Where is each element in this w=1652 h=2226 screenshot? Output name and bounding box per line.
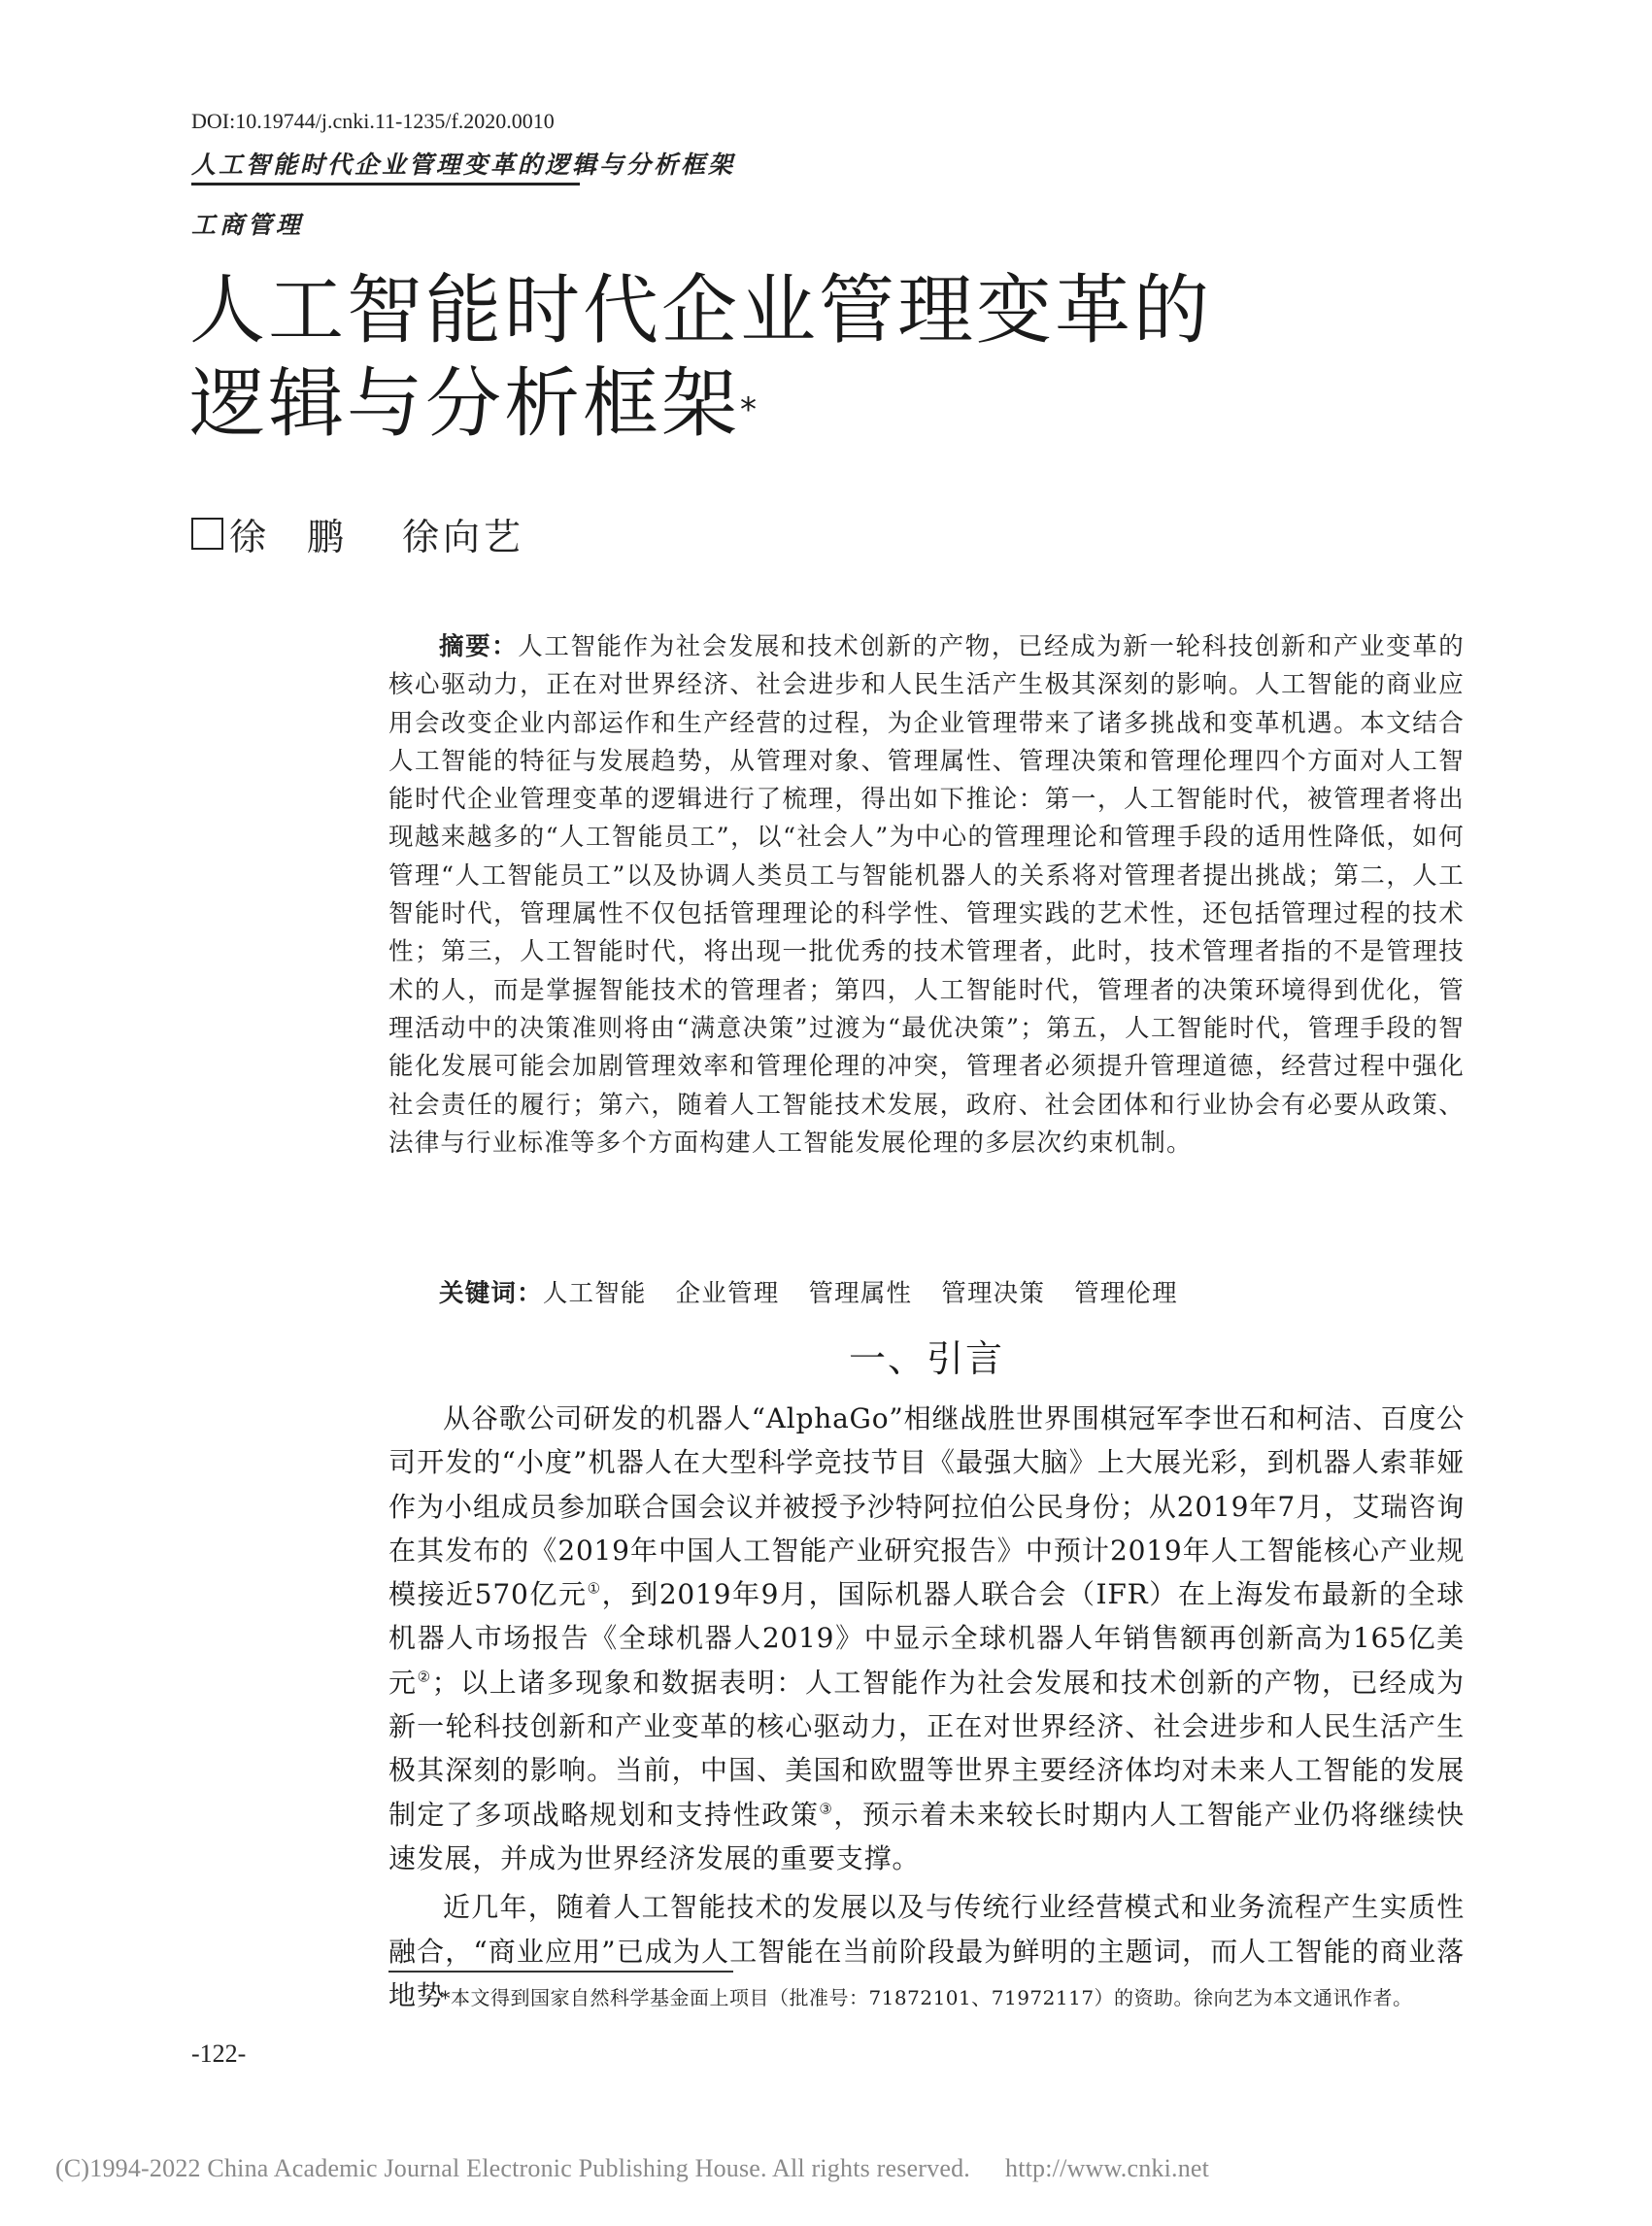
doi: DOI:10.19744/j.cnki.11-1235/f.2020.0010 — [191, 109, 555, 133]
author-2: 徐向艺 — [402, 516, 525, 558]
keyword-item: 管理属性 — [808, 1279, 913, 1308]
running-title: 人工智能时代企业管理变革的逻辑与分析框架 — [191, 151, 736, 179]
paragraph-1-part-b: ，到2019年9月，国际机器人联合会（IFR）在上海发布最新的全球机器人市场报告《全球机器人2019》中显示全球机器人年销售额再创新高为165亿美元 — [388, 1578, 1466, 1699]
keyword-item: 管理决策 — [941, 1279, 1046, 1308]
paragraph-1-part-d: ，预示着未来较长时期内人工智能产业仍将继续快速发展，并成为世界经济发展的重要支撑。 — [388, 1798, 1465, 1874]
keyword-item: 人工智能 — [542, 1279, 647, 1308]
paragraph-1-part-c: ；以上诸多现象和数据表明：人工智能作为社会发展和技术创新的产物，已经成为新一轮科技创新和产业变革的核心驱动力，正在对世界经济、社会进步和人民生活产生极其深刻的影响。当前，中国、美国和欧盟等世界主要经济体均对未来人工智能的发展制定了多项战略规划和支持性政策 — [388, 1666, 1465, 1831]
keyword-item: 企业管理 — [675, 1279, 780, 1308]
body-text — [388, 1397, 1465, 2022]
abstract-text: 人工智能作为社会发展和技术创新的产物，已经成为新一轮科技创新和产业变革的核心驱动力，正在对世界经济、社会进步和人民生活产生极其深刻的影响。人工智能的商业应用会改变企业内部运作和生产经营的过程，为企业管理带来了诸多挑战和变革机遇。本文结合人工智能的特征与发展趋势，从管理对象、管理属性、管理决策和管理伦理四个方面对人工智能时代企业管理变革的逻辑进行了梳理，得出如下推论：第一，人工智能时代，被管理者将出现越来越多的“人工智能员工”，以“社会人”为中心的管理理论和管理手段的适用性降低，如何管理“人工智能员工”以及协调人类员工与智能机器人的关系将对管理者提出挑战；第二，人工智能时代，管理属性不仅包括管理理论的科学性、管理实践的艺术性，还包括管理过程的技术性；第三，人工智能时代，将出现一批优秀的技术管理者，此时，技术管理者指的不是管理技术的人，而是掌握智能技术的管理者；第四，人工智能时代，管理者的决策环境得到优化，管理活动中的决策准则将由“满意决策”过渡为“最优决策”；第五，人工智能时代，管理手段的智能化发展可能会加剧管理效率和管理伦理的冲突，管理者必须提升管理道德，经营过程中强化社会责任的履行；第六，随着人工智能技术发展，政府、社会团体和行业协会有必要从政策、法律与行业标准等多个方面构建人工智能发展伦理的多层次约束机制。 — [388, 632, 1465, 1158]
paragraph-2: 近几年，随着人工智能技术的发展以及与传统行业经营模式和业务流程产生实质性融合，“商业应用”已成为人工智能在当前阶段最为鲜明的主题词，而人工智能的商业落地势 — [388, 1891, 1465, 2011]
title-footnote-marker: * — [740, 390, 760, 429]
footnote-ref-3: ③ — [819, 1800, 834, 1818]
copyright-notice — [55, 2154, 1209, 2183]
keywords-label: 关键词： — [439, 1279, 543, 1308]
author-1: 徐鹏 — [229, 516, 386, 558]
keywords — [388, 1275, 1465, 1313]
keyword-item: 管理伦理 — [1074, 1279, 1178, 1308]
page-title — [189, 264, 1212, 451]
footnote-rule — [388, 1971, 733, 1973]
author-line — [191, 507, 524, 560]
section-tag: 工商管理 — [191, 211, 305, 239]
title-line-1: 人工智能时代企业管理变革的 — [189, 267, 1213, 354]
abstract-label: 摘要： — [439, 632, 519, 661]
abstract — [388, 628, 1465, 1163]
paragraph-1-part-a: 从谷歌公司研发的机器人“AlphaGo”相继战胜世界围棋冠军李世石和柯洁、百度公司开发的“小度”机器人在大型科学竞技节目《最强大脑》上大展光彩，到机器人索菲娅作为小组成员参加联合国会议并被授予沙特阿拉伯公民身份；从2019年7月，艾瑞咨询在其发布的《2019年中国人工智能产业研究报告》中预计2019年人工智能核心产业规模接近570亿元 — [388, 1402, 1465, 1611]
footnote-ref-1: ① — [587, 1579, 602, 1598]
paragraph-1 — [388, 1397, 1465, 1880]
square-icon — [191, 518, 223, 550]
footnote: *本文得到国家自然科学基金面上项目（批准号：71872101、71972117）的资助。徐向艺为本文通讯作者。 — [440, 1986, 1413, 2009]
copyright-text: (C)1994-2022 China Academic Journal Electronic Publishing House. All rights reserved. — [55, 2154, 970, 2182]
page-number: -122- — [191, 2040, 247, 2068]
copyright-url: http://www.cnki.net — [1005, 2154, 1210, 2182]
header-rule — [191, 183, 580, 186]
title-line-2: 逻辑与分析框架 — [189, 360, 741, 448]
section-heading: 一、引言 — [848, 1337, 1004, 1380]
footnote-ref-2: ② — [417, 1668, 432, 1686]
